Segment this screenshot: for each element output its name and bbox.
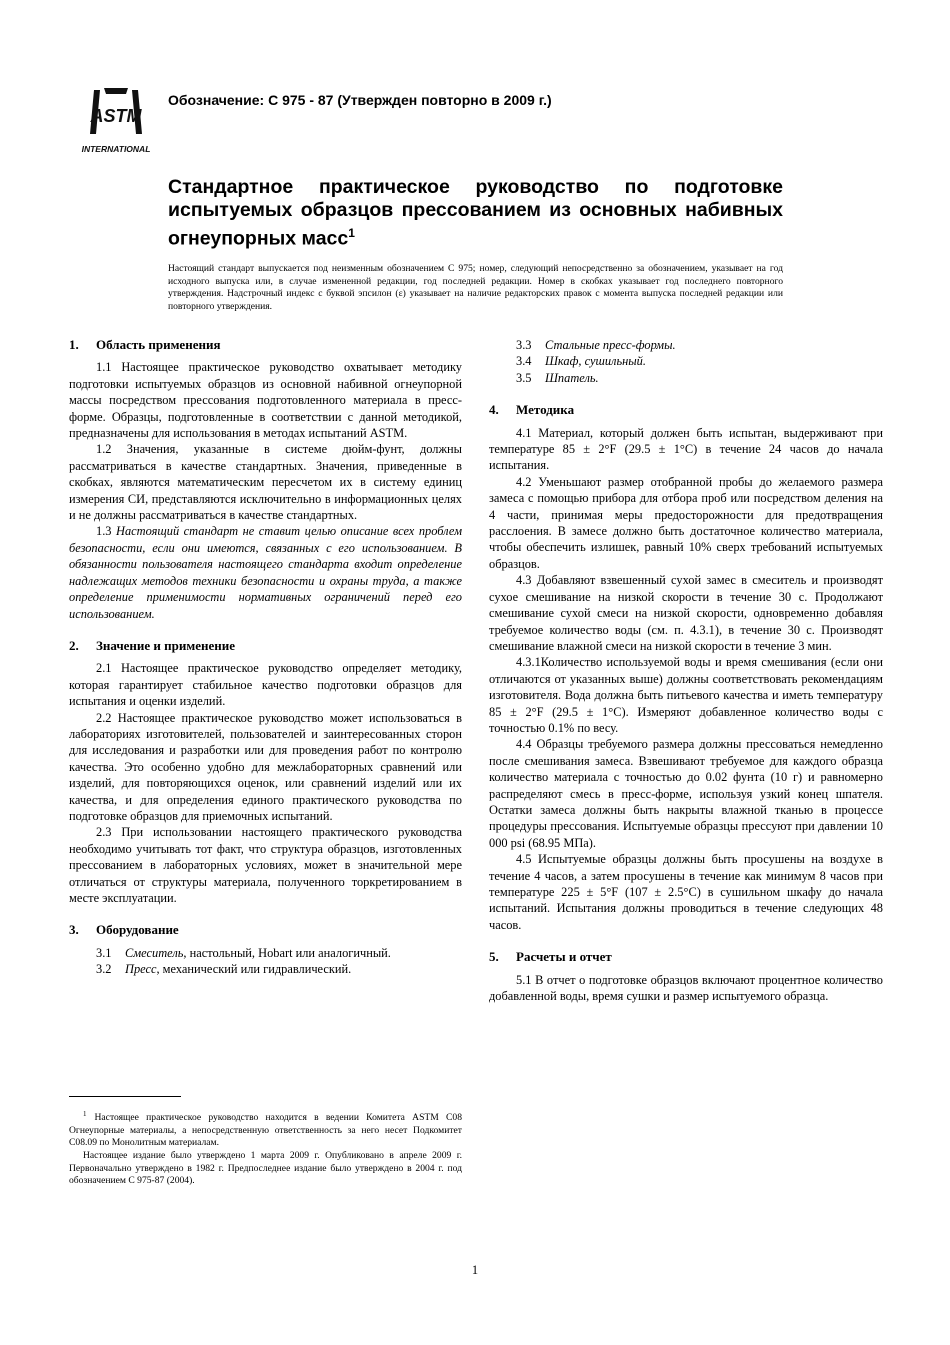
document-title: [168, 176, 783, 251]
section-number: 2.: [69, 637, 79, 653]
paragraph-2-2: 2.2 Настоящее практическое руководство может использоваться в лабораториях изготовителей, пользователей и заинтересованных сторон для исследования и разработки или для проведения работ по контролю качества. Это особенно удобно для межлабораторных сравнений или изделий, для повторяющихся оценок, или сравнений изделий или их качества, и для определения единого практического руководства по подготовке образцов для приемочных испытаний.: [69, 710, 462, 823]
footnote-mark: 1: [83, 1110, 87, 1118]
paragraph-1-2: 1.2 Значения, указанные в системе дюйм-фунт, должны рассматриваться в качестве стандартных. Значения, приведенные в скобках, являются математическим пересчетом их в систему единиц измерения СИ, представляются исключительно в информационных целях и не должны рассматриваться в качестве стандартных.: [69, 442, 462, 523]
item-name: Шпатель.: [545, 370, 599, 385]
logo-letters: ASTM: [90, 106, 142, 126]
paragraph-4-4: 4.4 Образцы требуемого размера должны прессоваться немедленно после смешивания замеса. Взвешивают требуемое для каждого образца количество материала с точностью до 0.02 фунта (10 г) и равномерно распределяют смесь в пресс-форме, используя узкий конец шпателя. Остатки замеса должны быть накрыты влажной тканью в процессе процедуры прессования. Испытуемые образцы прессуют при давлении 10 000 psi (68.95 МПа).: [489, 737, 883, 850]
paragraph-number: 1.3: [96, 524, 112, 539]
standard-designation: Обозначение: С 975 - 87 (Утвержден повторно в 2009 г.): [168, 92, 552, 108]
section-5: [489, 949, 883, 1004]
footnote-2: Настоящее издание было утверждено 1 марта 2009 г. Опубликовано в апреле 2009 г. Первоначально утверждено в 1982 г. Предпоследнее издание было утверждено в 2004 г. под обозначением С 975-87 (2004).: [69, 1149, 462, 1187]
item-number: 3.5: [516, 370, 532, 385]
equipment-item-3-2: [69, 961, 462, 977]
paragraph-4-3-1: 4.3.1Количество используемой воды и время смешивания (если они отличаются от указанных выше) должны соответствовать рекомендациям изготовителя. Вода должна быть питьевого качества и иметь температуру 85 ± 2°F (29.5 ± 1°C). Измеряют добавленное количество воды с точностью 0.1% по весу.: [489, 655, 883, 735]
section-number: 3.: [69, 922, 79, 938]
paragraph-4-3: 4.3 Добавляют взвешенный сухой замес в смеситель и производят сухое смешивание на низкой скорости в течение 30 с. Продолжают смешивание сухой смеси на низкой скорости, одновременно добавляя требуемое количество воды (см. п. 4.3.1), в течение 30 с. Производят смешивание влажной смеси на низкой скорости в течение 3 мин.: [489, 573, 883, 653]
page-number: 1: [471, 1263, 479, 1277]
item-name: Стальные пресс-формы.: [545, 338, 676, 352]
section-title: Область применения: [96, 337, 221, 352]
section-title: Расчеты и отчет: [516, 949, 612, 965]
item-number: 3.4: [516, 354, 532, 369]
equipment-item-3-4: [489, 353, 883, 369]
astm-logo-icon: [74, 86, 158, 156]
section-2: [69, 638, 462, 907]
preamble: Настоящий стандарт выпускается под неизменным обозначением С 975; номер, следующий непосредственно за обозначением, указывает на год исходного выпуска или, в случае измененной редакции, год последней редакции. Номер в скобках указывает год последнего повторного утверждения. Надстрочный индекс с буквой эпсилон (ε) указывает на наличие редакторских правок с момента выпуска последней редакции или повторного утверждения.: [168, 263, 783, 312]
item-description: , механический или гидравлический.: [156, 962, 352, 977]
title-footnote-mark: 1: [348, 226, 355, 240]
equipment-item-3-3: [489, 337, 883, 353]
section-number: 5.: [489, 949, 499, 965]
astm-logo: [74, 86, 158, 156]
section-heading: [489, 949, 883, 965]
equipment-item-3-5: [489, 370, 883, 386]
left-column: [69, 337, 462, 994]
footnote-divider: [69, 1096, 181, 1097]
section-number: 1.: [69, 337, 79, 352]
paragraph-5-1: 5.1 В отчет о подготовке образцов включают процентное количество добавленной воды, время сушки и размер испытуемого образца.: [489, 972, 883, 1004]
equipment-item-3-1: [69, 945, 462, 961]
item-number: 3.3: [516, 338, 532, 352]
section-heading: [489, 402, 883, 418]
paragraph-4-1: 4.1 Материал, который должен быть испытан, выдерживают при температуре 85 ± 2°F (29.5 ± 1°C) в течение 24 часов до начала испытания.: [489, 425, 883, 473]
section-heading: [69, 638, 462, 654]
item-name: Пресс: [125, 962, 157, 977]
section-title: Методика: [516, 402, 575, 418]
section-3: [69, 922, 462, 977]
paragraph-2-1: 2.1 Настоящее практическое руководство определяет методику, которая гарантирует стабильное качество подготовки образцов для испытания и оценки изделий.: [69, 661, 462, 709]
title-text: Стандартное практическое руководство по подготовке испытуемых образцов прессованием из основных набивных огнеупорных масс: [168, 176, 783, 250]
section-4: [489, 402, 883, 933]
paragraph-4-5: 4.5 Испытуемые образцы должны быть просушены на воздухе в течение 4 часов, а затем просушены в течение как минимум 8 часов при температуре 225 ± 5°F (107 ± 2.5°C) в сушильном шкафу до начала испытаний. Испытания должны проводиться в течение следующих 48 часов.: [489, 852, 883, 932]
section-number: 4.: [489, 402, 499, 418]
paragraph-1-1: 1.1 Настоящее практическое руководство охватывает методику подготовки испытуемых образцов из основной набивной огнеупорной массы посредством прессования подготовленного материала в пресс-форме. Образцы, подготовленные в соответствии с данной методикой, предназначены для использования в методах испытаний ASTM.: [69, 360, 462, 441]
section-heading: [69, 337, 462, 353]
section-3-continued: [489, 337, 883, 386]
item-number: 3.2: [96, 962, 112, 977]
item-name: Смеситель: [125, 945, 184, 960]
logo-subtext: INTERNATIONAL: [81, 144, 151, 154]
paragraph-2-3: 2.3 При использовании настоящего практического руководства необходимо учитывать тот факт, что структура образцов, изготовленных прессованием в лабораторных условиях, может в значительной мере отличаться от структуры материала, полученного торкретированием в месте эксплуатации.: [69, 825, 462, 905]
safety-statement: Настоящий стандарт не ставит целью описание всех проблем безопасности, если они имеются, связанных с его использованием. В обязанности пользователя настоящего стандарта входит определение надлежащих методов техники безопасности и охраны труда, а также определение применимости нормативных ограничений перед его использованием.: [69, 524, 462, 621]
section-1: [69, 337, 462, 622]
section-title: Оборудование: [96, 922, 179, 938]
item-name: Шкаф, сушильный.: [545, 354, 646, 369]
footnote-text: Настоящее практическое руководство находится в ведении Комитета ASTM С08 Огнеупорные материалы, а непосредственную ответственность за него несет Подкомитет С08.09 по Монолитным материалам.: [69, 1112, 462, 1149]
footnotes: [69, 1108, 462, 1188]
paragraph-1-3: [69, 523, 462, 621]
paragraph-4-2: 4.2 Уменьшают размер отобранной пробы до желаемого размера замеса с помощью прибора для отбора проб или посредством деления на 4 части, принимая меры предосторожности для предотвращения расслоения. В замесе должно быть достаточное количество материала, чтобы обеспечить излишек, равный 10% сверх требований испытуемых образцов.: [489, 474, 883, 571]
section-heading: [69, 922, 462, 938]
right-column: [489, 337, 883, 1020]
item-description: , настольный, Hobart или аналогичный.: [183, 945, 391, 960]
section-title: Значение и применение: [96, 637, 236, 653]
item-number: 3.1: [96, 945, 112, 960]
footnote-1: [69, 1108, 462, 1150]
